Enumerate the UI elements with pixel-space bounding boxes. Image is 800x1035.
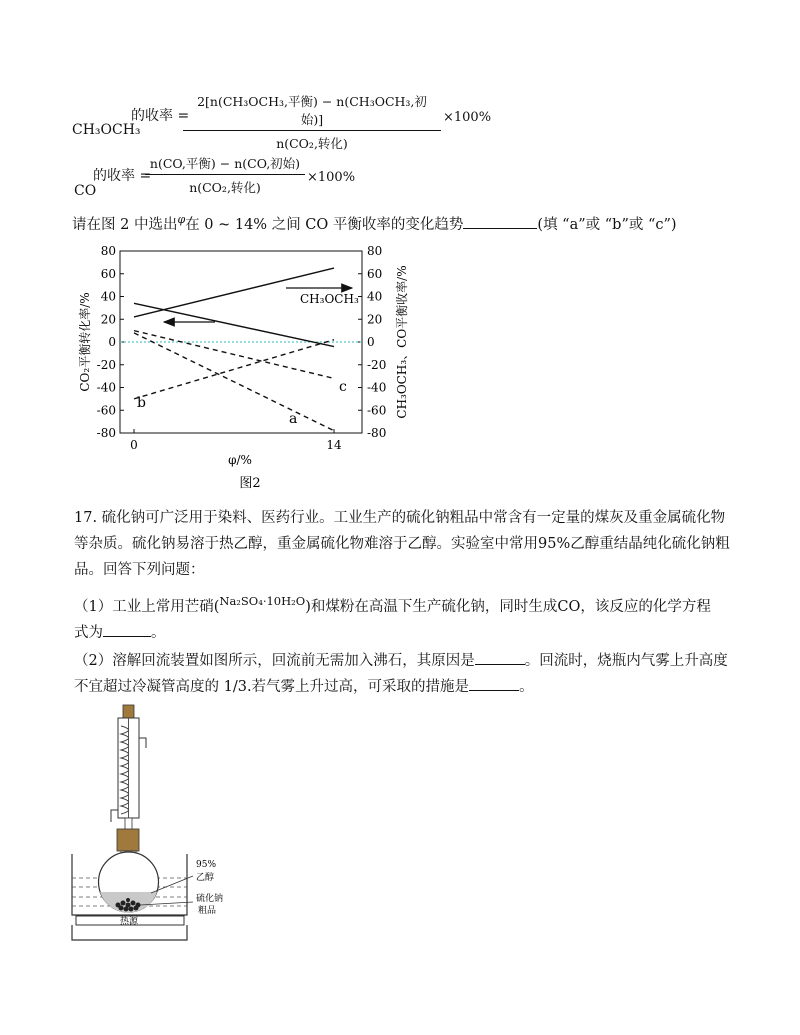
annotation-b: b: [137, 395, 146, 411]
series-line-a: [134, 333, 334, 431]
formula1-numerator: 2[n(CH₃OCH₃,平衡) − n(CH₃OCH₃,初始)]: [183, 92, 441, 131]
question-line: [72, 210, 677, 235]
q17-part1-before: （1）工业上常用芒硝(: [74, 598, 220, 615]
reflux-apparatus: [60, 700, 260, 945]
formula1-subject: CH₃OCH₃: [72, 122, 141, 138]
x-tick-label: 14: [326, 438, 342, 452]
figure2-chart: [60, 238, 420, 498]
heat-source-base: [72, 925, 187, 940]
chart-title: 图2: [239, 476, 261, 491]
flask-liquid: [100, 892, 157, 913]
q17-part2-b: 。回流时，烧瓶内气雾上升高度: [524, 653, 728, 669]
right-axis-title: CH₃OCH₃、CO平衡收率/%: [395, 265, 409, 419]
crude-label-2: 粗品: [198, 906, 217, 916]
answer-blank-trend[interactable]: [463, 228, 537, 229]
left-tick-label: -60: [96, 403, 116, 418]
formula2-denominator: n(CO₂,转化): [189, 180, 261, 195]
formula1-label: 的收率 =: [131, 108, 190, 124]
ethanol-label: 乙醇: [196, 873, 215, 883]
left-tick-label: -20: [96, 357, 116, 372]
heat-source-label: 热源: [119, 917, 139, 927]
left-tick-label: -80: [96, 426, 116, 440]
q17-part1: [74, 588, 711, 620]
x-tick-label: 0: [130, 438, 138, 452]
x-axis-title: φ/%: [228, 453, 252, 467]
question-text-after: 在 0 ~ 14% 之间 CO 平衡收率的变化趋势: [185, 216, 464, 233]
q17-part1-line2-text: 式为: [74, 625, 103, 641]
annotation-ch3och3: CH₃OCH₃: [300, 292, 359, 306]
flask-cork: [117, 829, 139, 851]
q17-part1-end: 。: [151, 625, 166, 641]
annotation-c: c: [339, 379, 347, 395]
question-choice: (填 “a”或 “b”或 “c”): [537, 216, 677, 233]
formula2-subject: CO: [74, 183, 97, 199]
crude-label-1: 硫化钠: [196, 894, 224, 904]
q17-part2: [74, 648, 734, 700]
right-tick-label: 20: [367, 312, 383, 327]
q17-part1-after: )和煤粉在高温下生产硫化钠，同时生成CO，该反应的化学方程: [305, 598, 711, 615]
series-line-c: [134, 331, 334, 379]
right-tick-label: -80: [367, 426, 387, 440]
right-tick-label: -60: [367, 403, 387, 418]
formula2-label: 的收率 =: [93, 168, 152, 184]
left-tick-label: 80: [100, 244, 116, 258]
right-tick-label: 0: [367, 335, 375, 349]
q17-part2-c: 不宜超过冷凝管高度的 1/3.若气雾上升过高，可采取的措施是: [74, 679, 470, 695]
condenser-water-inlet: [111, 810, 118, 822]
formula2-fraction: [145, 154, 305, 196]
answer-blank-equation[interactable]: [103, 636, 151, 637]
left-tick-label: 60: [100, 266, 116, 281]
right-tick-label: 60: [367, 266, 383, 281]
q17-intro: 17. 硫化钠可广泛用于染料、医药行业。工业生产的硫化钠粗品中常含有一定量的煤灰及重金属硫化物等杂质。硫化钠易溶于热乙醇，重金属硫化物难溶于乙醇。实验室中常用95%乙醇重结晶纯化硫化钠粗品。回答下列问题：: [74, 510, 730, 578]
formula1-fraction: [183, 92, 441, 152]
ethanol-percent-label: 95%: [196, 860, 217, 870]
formula2-numerator: n(CO,平衡) − n(CO,初始): [145, 154, 305, 175]
left-tick-label: 0: [108, 335, 116, 349]
left-axis-title: CO₂平衡转化率/%: [78, 292, 92, 392]
formula2-percent: ×100%: [307, 170, 356, 185]
question-text-before: 请在图 2 中选出: [72, 216, 178, 233]
answer-blank-measure[interactable]: [469, 690, 519, 691]
formula1-denominator: n(CO₂,转化): [276, 136, 348, 151]
left-tick-label: -40: [96, 380, 116, 395]
condenser-lower-tube: [125, 818, 132, 830]
series-line-co2: [134, 303, 334, 346]
q17-part1-formula: Na₂SO₄·10H₂O: [219, 594, 306, 608]
annotation-a: a: [289, 411, 298, 427]
right-tick-label: 80: [367, 244, 383, 258]
left-tick-label: 40: [100, 289, 116, 304]
right-tick-label: -40: [367, 380, 387, 395]
q17-part1-line2: [74, 620, 166, 646]
right-tick-label: -20: [367, 357, 387, 372]
formula1-percent: ×100%: [443, 110, 492, 125]
series-line-b: [134, 340, 334, 399]
q17-part2-a: （2）溶解回流装置如图所示，回流前无需加入沸石，其原因是: [74, 653, 475, 669]
q17-part2-end: 。: [519, 679, 534, 695]
right-tick-label: 40: [367, 289, 383, 304]
phi-symbol: φ: [177, 213, 186, 226]
answer-blank-reason[interactable]: [475, 664, 525, 665]
left-tick-label: 20: [100, 312, 116, 327]
condenser-water-outlet: [139, 738, 146, 748]
